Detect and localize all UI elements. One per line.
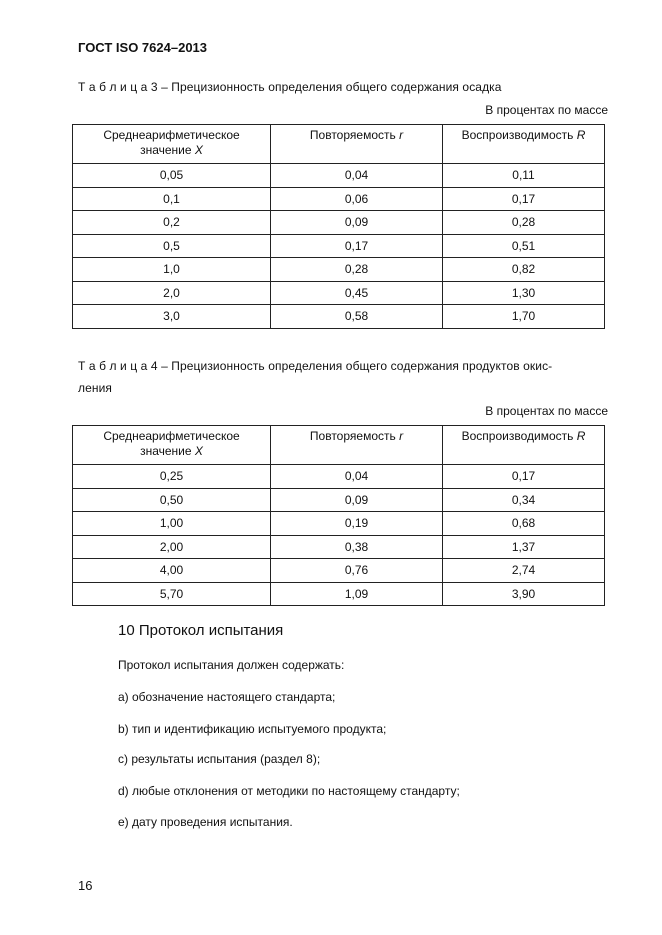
- table-cell: 1,0: [73, 258, 271, 282]
- list-item: е) дату проведения испытания.: [118, 815, 293, 829]
- page-number: 16: [78, 878, 93, 893]
- table-cell: 5,70: [73, 582, 271, 606]
- table-row: [73, 234, 605, 258]
- table-row: [73, 305, 605, 329]
- table-cell: 0,09: [271, 211, 443, 235]
- table4: [72, 425, 605, 606]
- table-row: [73, 582, 605, 606]
- table-cell: 0,06: [271, 187, 443, 211]
- table-cell: 0,51: [443, 234, 605, 258]
- header-repeatability-label: Повторяемость: [309, 429, 396, 443]
- table4-header-reproducibility: [443, 426, 605, 465]
- header-repeatability-var: r: [399, 429, 404, 443]
- table-row: [73, 559, 605, 583]
- table-row: [73, 258, 605, 282]
- table3-header-repeatability: [271, 125, 443, 164]
- table-cell: 0,76: [271, 559, 443, 583]
- header-reproducibility-var: R: [576, 429, 586, 443]
- table-cell: 2,0: [73, 281, 271, 305]
- header-reproducibility-label: Воспроизводимость: [461, 128, 574, 142]
- header-mean-line2: значение: [140, 444, 192, 458]
- list-item: b) тип и идентификацию испытуемого продукта;: [118, 722, 387, 736]
- table-cell: 2,00: [73, 535, 271, 559]
- table-row: [73, 164, 605, 188]
- table-row: [73, 512, 605, 536]
- table3-header-row: [73, 125, 605, 164]
- table-cell: 0,45: [271, 281, 443, 305]
- header-mean-line2: значение: [140, 143, 192, 157]
- table3: [72, 124, 605, 329]
- table-cell: 1,30: [443, 281, 605, 305]
- section-title: 10 Протокол испытания: [118, 622, 284, 639]
- table-cell: 4,00: [73, 559, 271, 583]
- table4-caption: [78, 355, 608, 399]
- header-mean-var: X: [194, 143, 203, 157]
- table-row: [73, 465, 605, 489]
- table-row: [73, 488, 605, 512]
- table-cell: 0,28: [443, 211, 605, 235]
- table-cell: 0,5: [73, 234, 271, 258]
- table-cell: 0,38: [271, 535, 443, 559]
- table-row: [73, 211, 605, 235]
- table-cell: 0,34: [443, 488, 605, 512]
- table-cell: 3,90: [443, 582, 605, 606]
- table-cell: 3,0: [73, 305, 271, 329]
- table-cell: 0,2: [73, 211, 271, 235]
- table-cell: 0,58: [271, 305, 443, 329]
- table3-units: В процентах по массе: [485, 103, 608, 117]
- header-mean-line1: Среднеарифметическое: [103, 128, 240, 142]
- table-cell: 2,74: [443, 559, 605, 583]
- table4-header-row: [73, 426, 605, 465]
- table4-units: В процентах по массе: [485, 404, 608, 418]
- table-cell: 0,17: [443, 465, 605, 489]
- table-cell: 0,19: [271, 512, 443, 536]
- section-intro: Протокол испытания должен содержать:: [118, 658, 345, 672]
- list-item: а) обозначение настоящего стандарта;: [118, 690, 336, 704]
- table3-header-reproducibility: [443, 125, 605, 164]
- table4-header-repeatability: [271, 426, 443, 465]
- table4-caption-line1: Т а б л и ц а 4 – Прецизионность определения общего содержания продуктов окис-: [78, 359, 553, 373]
- table-cell: 1,37: [443, 535, 605, 559]
- header-mean-var: X: [194, 444, 203, 458]
- header-repeatability-label: Повторяемость: [309, 128, 396, 142]
- document-header: ГОСТ ISO 7624–2013: [78, 40, 208, 55]
- table-cell: 0,09: [271, 488, 443, 512]
- table-cell: 0,04: [271, 465, 443, 489]
- table4-header-mean: [73, 426, 271, 465]
- table-cell: 0,05: [73, 164, 271, 188]
- list-item: d) любые отклонения от методики по настоящему стандарту;: [118, 784, 460, 798]
- table-row: [73, 535, 605, 559]
- table-cell: 0,1: [73, 187, 271, 211]
- table-cell: 0,50: [73, 488, 271, 512]
- table-cell: 0,04: [271, 164, 443, 188]
- header-reproducibility-var: R: [576, 128, 586, 142]
- table-cell: 0,17: [271, 234, 443, 258]
- table4-caption-line2: ления: [78, 381, 113, 395]
- table-cell: 1,09: [271, 582, 443, 606]
- table-cell: 0,68: [443, 512, 605, 536]
- table-cell: 1,70: [443, 305, 605, 329]
- table-cell: 0,82: [443, 258, 605, 282]
- table-row: [73, 281, 605, 305]
- table-cell: 0,17: [443, 187, 605, 211]
- table3-caption: Т а б л и ц а 3 – Прецизионность определения общего содержания осадка: [78, 80, 502, 94]
- table-cell: 0,25: [73, 465, 271, 489]
- header-reproducibility-label: Воспроизводимость: [461, 429, 574, 443]
- table-cell: 0,11: [443, 164, 605, 188]
- table-cell: 1,00: [73, 512, 271, 536]
- list-item: с) результаты испытания (раздел 8);: [118, 752, 321, 766]
- table3-header-mean: [73, 125, 271, 164]
- header-repeatability-var: r: [399, 128, 404, 142]
- table-cell: 0,28: [271, 258, 443, 282]
- header-mean-line1: Среднеарифметическое: [103, 429, 240, 443]
- table-row: [73, 187, 605, 211]
